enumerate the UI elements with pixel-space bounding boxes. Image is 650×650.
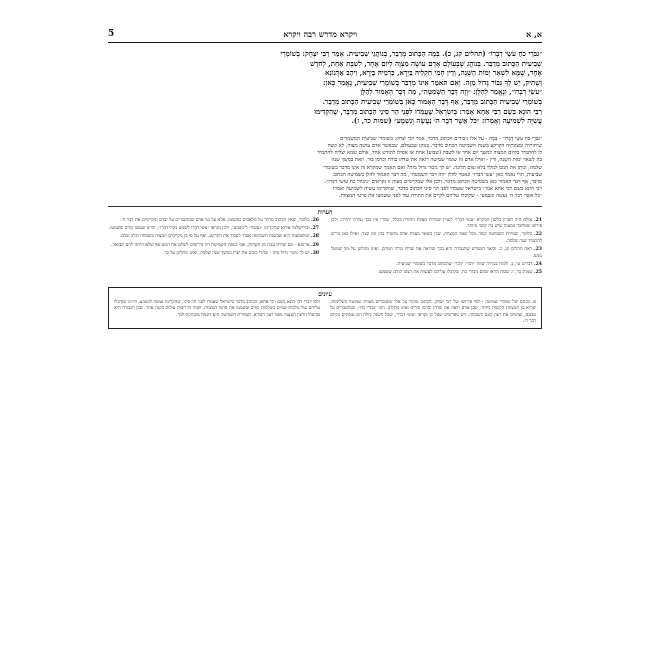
commentary-line: מדבר, אף דבר האמור כאן בשמיטה הכתוב מדבר. ולכן אלו שמקיימים מצוה זו נקראים ״גיבורי כח עושי דברו״.: [324, 178, 542, 185]
sidebar-box-column-right: א. בכחם של שומרי שמיטה - לפי פירושו של רבי יצחק, הכתוב מדבר על אלו ששומרים מצוות שמיטה בשלימות, שהיא מן המצוות הקשות ביותר, שכן אדם רואה את שדהו וכרמו בורים ואינו מתלונן. וזהו ״גבורי כח״, שמתגברים על טבעם, ועושים את רצון קונם בשמחה. ויש מפרשים שעל כן נקראו ״עשי דברו״, שכל השנה כולה הם עוסקים בקיום דבר ה׳.: [330, 299, 536, 325]
commentary-text: [108, 136, 542, 201]
main-text-line: רַבִּי הוּנָא בְּשֵׁם רַבִּי אַחָא אָמַר: בְּיִשְׂרָאֵל שֶׁעָמְדוּ לִפְנֵי הַר סִינַי הַכָּתוּב מְדַבֵּר, שֶׁהִקְדִּימוּ: [314, 106, 542, 116]
main-text-line: אֶחָד, שֶׁמָּא לִשְׁאָר יְמוֹת הַשָּׁנָה, וְדֵין חָמֵי חַקְלֵיהּ בַּיְרָא, כַּרְמֵיהּ בַּיְרָא, וִיהַב אַרְנוֹנָא: [325, 68, 542, 78]
sidebar-box-column-left: ולפי דברי רבי הונא בשם רבי אחא, הכתוב מדבר בישראל שעמדו לפני הר סיני, שהקדימו נעשה לנשמע, והיינו שקיבלו עליהם עול מלכות שמים בשלמות קודם ששמעו את פרטי המצוות. ושתי הדרשות עולות בקנה אחד, שכן הגבורה היא בביטול הרצון העצמי מפני רצון הבורא, ושמירת השמיטה היא דוגמה מובהקת לכך.: [114, 299, 320, 318]
sidebar-box-body: [114, 300, 536, 326]
footnote-text: שמות כד, ז. שבזה הראו שהם גיבורי כח, שקיבלו עליהם לעשות את רצונו קודם ששמעו.: [377, 270, 533, 276]
commentary-line: ״כל אשר דבר ה׳ נעשה ונשמע״ - שקיבלו עליהם לקיים את התורה עוד לפני ששמעו את פרטי המצוות.: [338, 193, 542, 200]
footnote: [108, 234, 319, 240]
footnote: [331, 218, 542, 231]
footnote-text: דברים טו, ב. ולמדו בגזירה שווה ״דבר״ ״דבר״ שהכתוב מדבר בשומרי שביעית.: [396, 262, 533, 268]
footnote-number: 28.: [310, 234, 319, 240]
footnote-text: כלומר, שאין הכתוב מדבר על מלאכים כפשוטו, אלא על בני אדם שמתגברים על יצרם ומקיימים את דבר ה׳.: [120, 217, 310, 223]
sidebar-box-title: עיונים: [318, 290, 332, 298]
main-text-line: ״עֹשֵׂי דְבָרוֹ״, וְנֶאֱמַר לְהַלָּן: ״וְזֶה דְּבַר הַשְּׁמִטָּה״, מַה דָּבָר הָאָמוּר לְהַלָּן: [360, 87, 542, 97]
footnote-number: 24.: [533, 262, 542, 268]
commentary-line: שביעית, הרי נאמר כאן ״עשי דברו״ ונאמר להלן ״וזה דבר השמטה״, מה דבר האמור להלן בשמיטה הכתוב: [333, 171, 542, 178]
document-page: [108, 28, 542, 616]
footnote: [108, 243, 319, 249]
footnote-text: יש לך גיבור גדול מזה - שהרי כובש את יצרו במשך שנה שלמה, ואינו מתלונן על כך.: [162, 251, 310, 257]
footnote-number: 22.: [533, 232, 542, 238]
notes-title: הערות: [108, 206, 542, 216]
chapter-verse-ref: א, א: [526, 29, 542, 39]
footnote-number: 23.: [533, 247, 542, 253]
footnote-number: 29.: [310, 242, 319, 248]
midrash-main-text: [108, 49, 542, 126]
sidebar-insight-box: [108, 287, 542, 330]
commentary-line: ״גִּבֹּרֵי כֹחַ עֹשֵׂי דְבָרוֹ״ - בְּמָה - על אלו גיבורים הכתוב מדבר, אמר רבי יצחק: בשומרי שביעית המשמרים: [340, 135, 542, 142]
footnote-text: ראה תהלים קג, כ. וביאר המפרש שהגבורה היא בכך שרואה את שדהו בורה ושותק, ואינו מתלונן על מה שנוטל ממנו.: [331, 247, 542, 259]
main-text-line: בְּשׁוֹמְרֵי שְׁבִיעִית הַכָּתוּב מְדַבֵּר, אַף דָּבָר הָאָמוּר כָּאן בְּשׁוֹמְרֵי שְׁבִיעִית הַכָּתוּב מְדַבֵּר.: [322, 96, 542, 106]
commentary-line: שיתותיה ומצוותיה הקרקע בשנת השמיטה הכתוב מדבר. בנוהג שבעולם, שכאשר אדם עושה מצוה, לא קשה: [327, 142, 542, 149]
footnote: [108, 226, 319, 232]
footnote: [108, 251, 319, 257]
footnote-number: 27.: [310, 225, 319, 231]
header-center-title: [283, 29, 357, 39]
notes-column-left: [108, 218, 319, 279]
header-book-name: ויקרא: [339, 29, 358, 39]
main-text-line: עֲשִׂיָּה לִשְׁמִיעָה וְאָמְרוּ: ״כֹּל אֲשֶׁר דִּבֶּר ה׳ נַעֲשֶׂה וְנִשְׁמָע״ (שמות כד, ז).: [351, 116, 542, 126]
commentary-line: שלמה, ונותן את המס למלך בלא שום תלונה. יש לך גיבור גדול מזה? ואם תאמר שמקרא זה אינו מדבר בשומרי: [323, 164, 542, 171]
footnote: [331, 232, 542, 245]
footnote: [331, 247, 542, 260]
main-text-line: שְׁבִיעִית הַכָּתוּב מְדַבֵּר. בְּנוֹהֲג שֶׁבָּעוֹלָם אָדָם עוֹשֶׂה מִצְוָה לְיוֹם אֶחָד, לְשַׁבָּת אַחַת, לְחֹדֶשׁ: [310, 58, 542, 68]
notes-section: [108, 218, 542, 279]
footnote-text: כלומר, שמירת השמיטה קשה מכל שאר המצוות, שכן בשאר מצוות אדם מתמיד בהן זמן קצר, ואילו כאן נדרש להתמיד שנה שלמה.: [331, 232, 542, 244]
footnote-number: 26.: [310, 217, 319, 223]
footnote-text: ובירושלמי איתא שהקדימו ״נעשה״ ל״נשמע״, ולכן נקראו ״עשי דברו לשמע בקול דברו״, והיינו שעשו קודם ששמעו.: [108, 225, 310, 231]
page-number: 5: [108, 29, 115, 39]
header-book-name-2: ויקרא: [283, 29, 301, 39]
footnote: [108, 218, 319, 224]
header-work-title: מדרש רבה: [303, 29, 337, 39]
commentary-line: בה לשאר ימות השנה, ודין - ואילו אדם זה שומר שמיטה רואה את שדהו בורה וכרמו בור, וזאת במשך שנה: [331, 157, 542, 164]
footnote-text: אולם היה חסרון בלשון המקרא ״עשי דברו״ לעניין שמירת מצוות התורה בכלל, שהרי אין בכך גבורה יתירה, ולכן פירשו שמדובר במצוה שיש בה קושי מיוחד.: [331, 217, 542, 229]
notes-column-right: [331, 218, 542, 279]
running-header: [108, 28, 542, 43]
footnote-text: ארנונא - מס שהיה נגבה מן השדות, ואף בשנת השמיטה היו נדרשים לשלם את המס אף שלא היתה להם תבואה.: [111, 242, 310, 248]
footnote-text: המשמעות היא שבשנת השמיטה אסור לעבוד את הקרקע, ואף על פי כן מקיימים המצוה בשמחה ובלב שלם.: [119, 234, 310, 240]
main-text-line: וְשָׁתִיק, יֵשׁ לְךָ גִּבּוֹר גָּדוֹל מִזֶּה. וְאִם תֹּאמַר אֵינוֹ מְדַבֵּר בְּשׁוֹמְרֵי שְׁבִיעִית, נֶאֱמַר כָּאן:: [322, 77, 542, 87]
footnote: [331, 262, 542, 268]
footnote-number: 21.: [533, 217, 542, 223]
main-text-line: ״גִּבֹּרֵי כֹחַ עֹשֵׂי דְבָרוֹ״ (תהלים קג, כ). בְּמָה הַכָּתוּב מְדַבֵּר, בְּנוֹהֲגֵי שְׁבִיעִית. אָמַר רַבִּי יִצְחָק: בְּשׁוֹמְרֵי: [280, 49, 542, 58]
footnote: [331, 270, 542, 276]
footnote-number: 30.: [310, 251, 319, 257]
footnote-number: 25.: [533, 270, 542, 276]
commentary-line: לו להתמיד בקיום המצוה למשך יום אחד או לשבת (שבוע) אחת או אפילו לחודש אחד, אולם שמא יצליח להתמיד: [317, 150, 542, 157]
commentary-line: רבי הונא בשם רבי אחא אמר: בישראל שעמדו לפני הר סיני הכתוב מדבר, שהקדימו עשיה לשמיעה ואמרו: [333, 186, 542, 193]
